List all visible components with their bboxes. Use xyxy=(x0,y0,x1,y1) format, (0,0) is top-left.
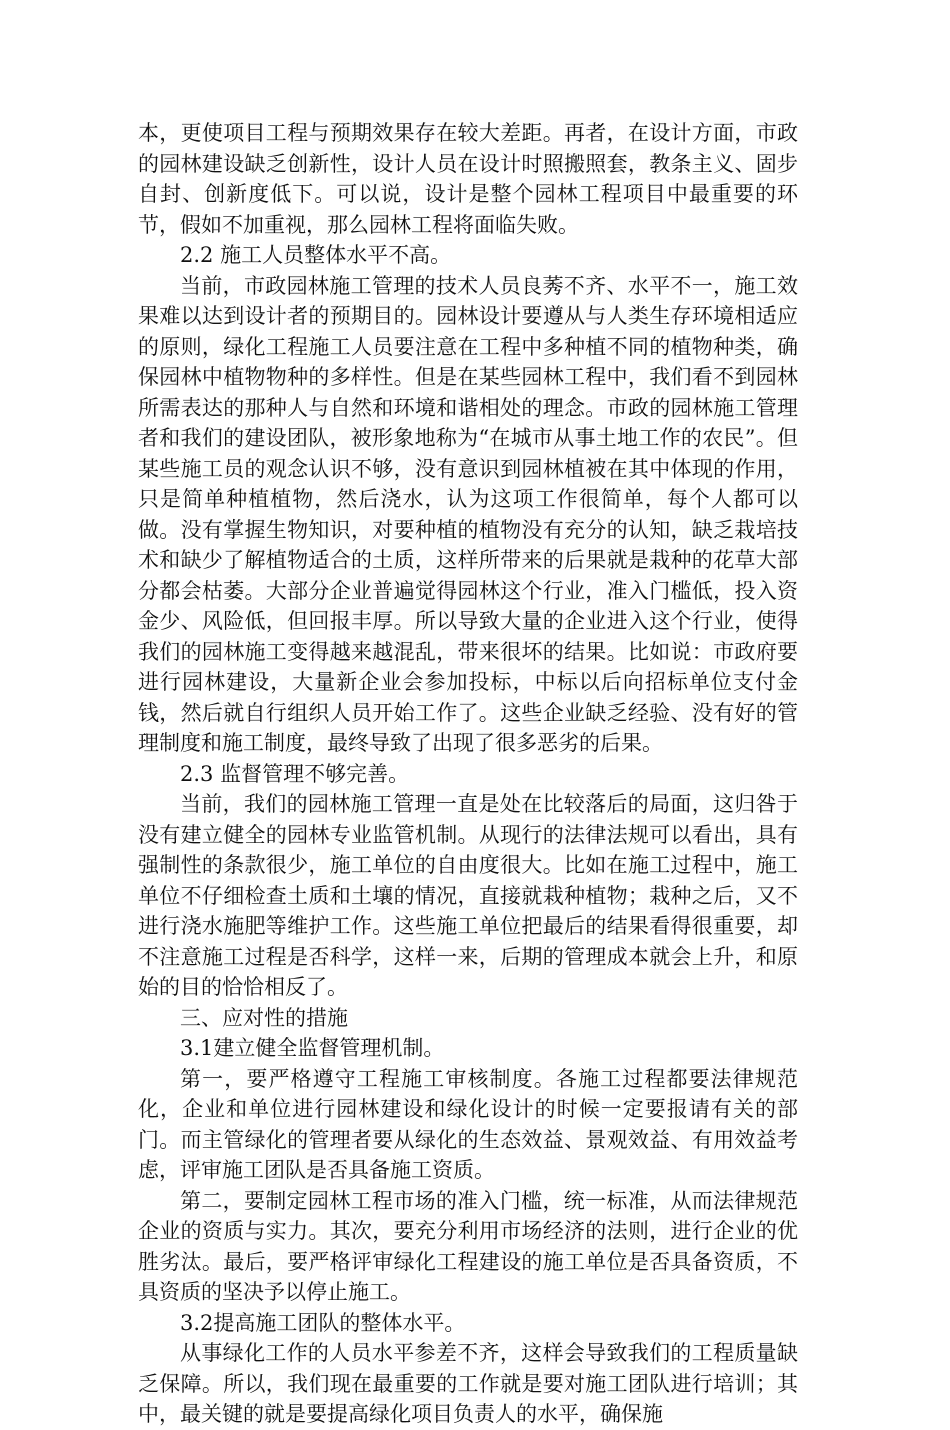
paragraph-second-measure: 第二，要制定园林工程市场的准入门槛，统一标准，从而法律规范企业的资质与实力。其次，要充分利用市场经济的法则，进行企业的优胜劣汰。最后，要严格评审绿化工程建设的施工单位是否具备资质，不具资质的坚决予以停止施工。 xyxy=(138,1188,798,1304)
heading-3-2: 3.2提高施工团队的整体水平。 xyxy=(180,1310,466,1335)
paragraph-first-measure: 第一，要严格遵守工程施工审核制度。各施工过程都要法律规范化，企业和单位进行园林建设和绿化设计的时候一定要报请有关的部门。而主管绿化的管理者要从绿化的生态效益、景观效益、有用效益考虑，评审施工团队是否具备施工资质。 xyxy=(138,1066,798,1182)
paragraph-training: 从事绿化工作的人员水平参差不齐，这样会导致我们的工程质量缺乏保障。所以，我们现在最重要的工作就是要对施工团队进行培训；其中，最关键的就是要提高绿化项目负责人的水平，确保施 xyxy=(138,1341,798,1426)
paragraph-construction-staff: 当前，市政园林施工管理的技术人员良莠不齐、水平不一，施工效果难以达到设计者的预期目的。园林设计要遵从与人类生存环境相适应的原则，绿化工程施工人员要注意在工程中多种植不同的植物种类，确保园林中植物物种的多样性。但是在某些园林工程中，我们看不到园林所需表达的那种人与自然和环境和谐相处的理念。市政的园林施工管理者和我们的建设团队，被形象地称为“在城市从事土地工作的农民”。但某些施工员的观念认识不够，没有意识到园林植被在其中体现的作用，只是简单种植植物，然后浇水，认为这项工作很简单，每个人都可以做。没有掌握生物知识，对要种植的植物没有充分的认知，缺乏栽培技术和缺少了解植物适合的土质，这样所带来的后果就是栽种的花草大部分都会枯萎。大部分企业普遍觉得园林这个行业，准入门槛低，投入资金少、风险低，但回报丰厚。所以导致大量的企业进入这个行业，使得我们的园林施工变得越来越混乱，带来很坏的结果。比如说：市政府要进行园林建设，大量新企业会参加投标，中标以后向招标单位支付金钱，然后就自行组织人员开始工作了。这些企业缺乏经验、没有好的管理制度和施工制度，最终导致了出现了很多恶劣的后果。 xyxy=(138,273,798,755)
heading-3-1: 3.1建立健全监督管理机制。 xyxy=(180,1036,445,1060)
heading-section-3: 三、应对性的措施 xyxy=(180,1005,348,1030)
paragraph-supervision: 当前，我们的园林施工管理一直是处在比较落后的局面，这归咎于没有建立健全的园林专业监管机制。从现行的法律法规可以看出，具有强制性的条款很少，施工单位的自由度很大。比如在施工过程中，施工单位不仔细检查土质和土壤的情况，直接就栽种植物；栽种之后，又不进行浇水施肥等维护工作。这些施工单位把最后的结果看得很重要，却不注意施工过程是否科学，这样一来，后期的管理成本就会上升，和原始的目的恰恰相反了。 xyxy=(138,792,798,999)
heading-2-2: 2.2 施工人员整体水平不高。 xyxy=(180,243,452,267)
document-body xyxy=(138,118,798,1430)
heading-2-3: 2.3 监督管理不够完善。 xyxy=(180,761,410,786)
paragraph-intro-continued: 本，更使项目工程与预期效果存在较大差距。再者，在设计方面，市政的园林建设缺乏创新性，设计人员在设计时照搬照套，教条主义、固步自封、创新度低下。可以说，设计是整个园林工程项目中最重要的环节，假如不加重视，那么园林工程将面临失败。 xyxy=(138,121,798,237)
